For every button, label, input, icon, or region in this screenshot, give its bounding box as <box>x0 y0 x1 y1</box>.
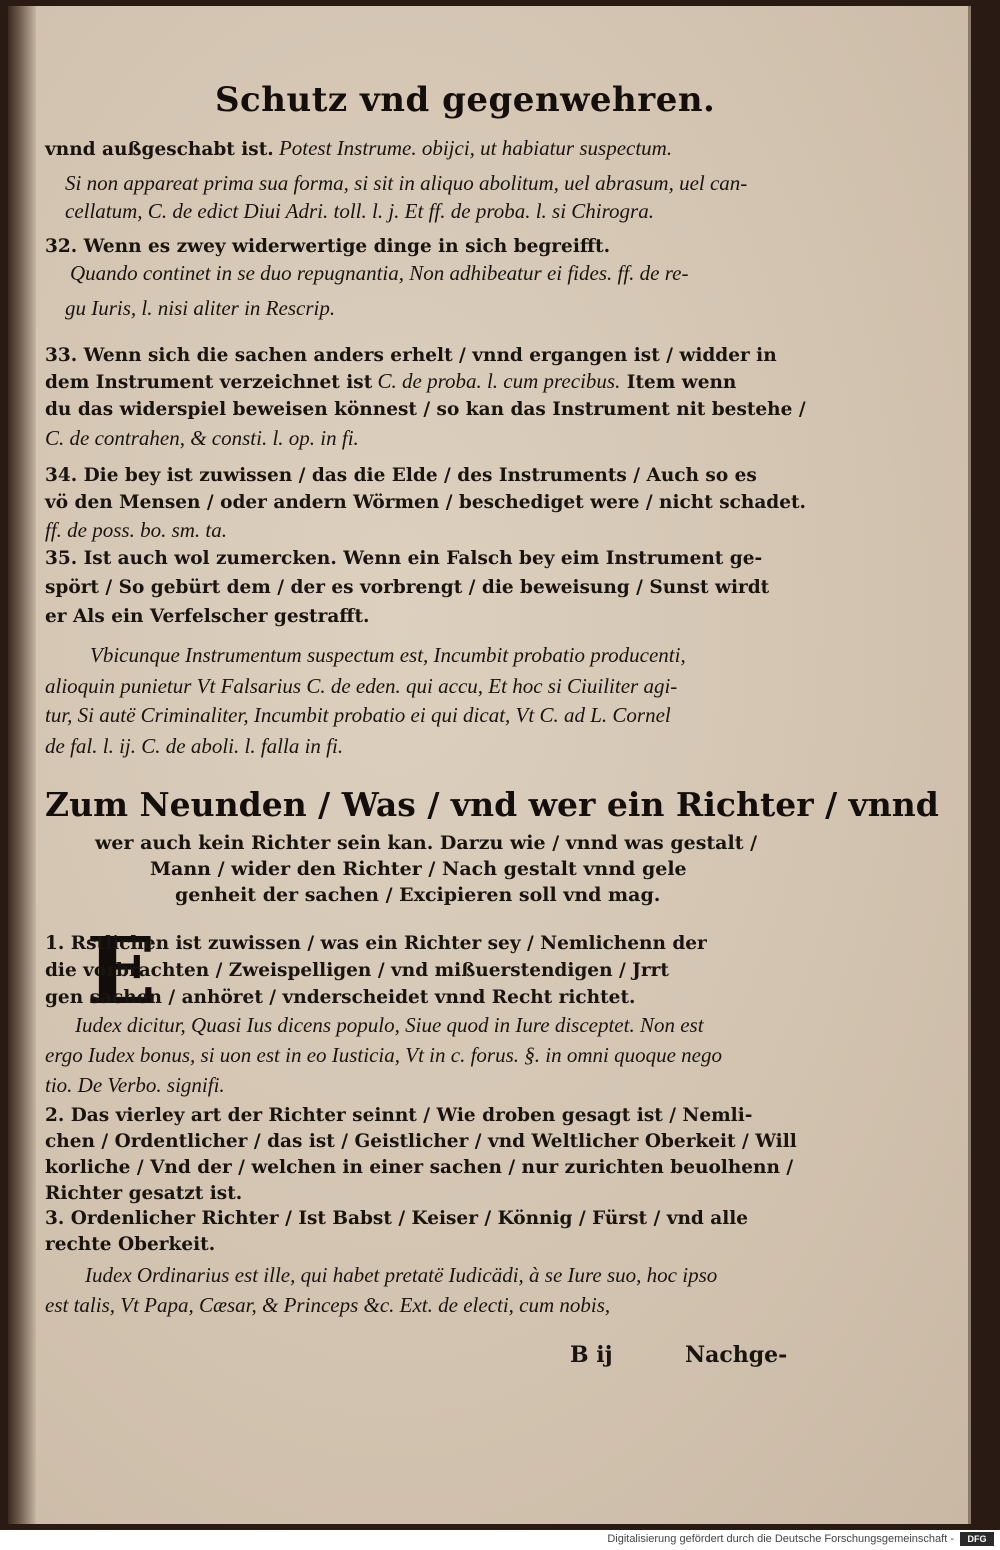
section-line <box>75 1012 704 1039</box>
body-latin-text: Quando continet in se duo repugnantia, Non adhibeatur ei fides. ff. de re- <box>70 261 689 285</box>
body-line <box>45 489 806 516</box>
body-latin-text: Vbicunque Instrumentum suspectum est, Incumbit probatio producenti, <box>90 643 686 667</box>
body-german-text: vö den Mensen / oder andern Wörmen / beschediget were / nicht schadet. <box>45 492 807 513</box>
body-latin-text: ff. de poss. bo. sm. ta. <box>45 518 228 542</box>
body-german-text: er Als ein Verfelscher gestrafft. <box>45 606 370 627</box>
body-line <box>45 545 762 572</box>
body-line <box>65 170 747 197</box>
body-german-text: 33. Wenn sich die sachen anders erhelt / vnnd ergangen ist / widder in <box>45 345 777 366</box>
body-latin-text: tur, Si autë Criminaliter, Incumbit probatio ei qui dicat, Vt C. ad L. Cornel <box>45 703 671 727</box>
body-line <box>45 673 677 700</box>
body-german-text: Item wenn <box>620 372 737 393</box>
section-line <box>45 1205 748 1232</box>
section-latin-text: ergo Iudex bonus, si uon est in eo Iusticia, Vt in c. forus. §. in omni quoque nego <box>45 1043 722 1067</box>
body-line <box>65 198 654 225</box>
body-line <box>45 342 777 369</box>
body-line <box>70 260 688 287</box>
body-line <box>65 295 335 322</box>
section-line <box>45 957 669 984</box>
footer-credit: Digitalisierung gefördert durch die Deutsche Forschungsgemeinschaft - <box>607 1533 954 1545</box>
section-german-text: Richter gesatzt ist. <box>45 1183 243 1204</box>
body-line <box>45 368 736 396</box>
chapter-heading-line-2: wer auch kein Richter sein kan. Darzu wie / vnnd was gestalt / <box>95 832 758 854</box>
section-line <box>45 1180 242 1207</box>
section-latin-text: Iudex Ordinarius est ille, qui habet pretatë Iudicädi, à se Iure suo, hoc ipso <box>85 1263 718 1287</box>
body-latin-text: C. de contrahen, & consti. l. op. in fi. <box>45 426 359 450</box>
footer-bar <box>0 1530 1000 1550</box>
body-german-text: spört / So gebürt dem / der es vorbrengt / die beweisung / Sunst wirdt <box>45 577 770 598</box>
body-line <box>45 517 227 544</box>
section-german-text: 1. Rstlichen ist zuwissen / was ein Richter sey / Nemlichenn der <box>45 933 707 954</box>
body-line <box>90 642 686 669</box>
body-latin-text: Potest Instrume. obijci, ut habiatur suspectum. <box>273 136 673 160</box>
page-gutter <box>8 6 36 1524</box>
body-latin-text: alioquin punietur Vt Falsarius C. de eden. qui accu, Et hoc si Ciuiliter agi- <box>45 674 678 698</box>
signature-mark: B ij <box>570 1342 613 1368</box>
decorated-initial: E <box>86 917 157 1025</box>
body-line <box>45 574 769 601</box>
body-german-text: dem Instrument verzeichnet ist <box>45 372 373 393</box>
section-latin-text: tio. De Verbo. signifi. <box>45 1073 225 1097</box>
section-german-text: gen sachen / anhöret / vnderscheidet vnnd Recht richtet. <box>45 987 636 1008</box>
body-latin-text: Si non appareat prima sua forma, si sit in aliquo abolitum, uel abrasum, uel can- <box>65 171 748 195</box>
chapter-heading-line-4: genheit der sachen / Excipieren soll vnd mag. <box>175 884 661 906</box>
body-line <box>45 233 610 260</box>
section-line <box>45 930 707 957</box>
chapter-heading-line-3: Mann / wider den Richter / Nach gestalt vnnd gele <box>150 858 687 880</box>
body-line <box>45 135 672 163</box>
section-line <box>45 1154 793 1181</box>
body-line <box>45 396 806 423</box>
body-german-text: 32. Wenn es zwey widerwertige dinge in sich begreifft. <box>45 236 611 257</box>
body-line <box>45 733 343 760</box>
body-line <box>45 603 369 630</box>
body-german-text: vnnd außgeschabt ist. <box>45 139 274 160</box>
section-german-text: korliche / Vnd der / welchen in einer sachen / nur zurichten beuolhenn / <box>45 1157 794 1178</box>
body-german-text: 35. Ist auch wol zumercken. Wenn ein Falsch bey eim Instrument ge- <box>45 548 763 569</box>
section-german-text: rechte Oberkeit. <box>45 1234 216 1255</box>
section-line <box>85 1262 717 1289</box>
section-line <box>45 1042 722 1069</box>
body-line <box>45 425 359 452</box>
section-line <box>45 1072 225 1099</box>
section-line <box>45 1231 215 1258</box>
body-line <box>45 462 757 489</box>
dfg-logo: DFG <box>960 1532 994 1546</box>
body-latin-text: C. de proba. l. cum precibus. <box>372 369 621 393</box>
body-latin-text: cellatum, C. de edict Diui Adri. toll. l. j. Et ff. de proba. l. si Chirogra. <box>65 199 654 223</box>
body-german-text: 34. Die bey ist zuwissen / das die Elde / des Instruments / Auch so es <box>45 465 757 486</box>
body-line <box>45 702 671 729</box>
section-german-text: chen / Ordentlicher / das ist / Geistlicher / vnd Weltlicher Oberkeit / Will <box>45 1131 797 1152</box>
body-latin-text: de fal. l. ij. C. de aboli. l. falla in fi. <box>45 734 344 758</box>
chapter-heading-line-1: Zum Neunden / Was / vnd wer ein Richter / vnnd <box>45 785 939 824</box>
section-german-text: 2. Das vierley art der Richter seinnt / Wie droben gesagt ist / Nemli- <box>45 1105 753 1126</box>
catchword: Nachge- <box>685 1342 788 1368</box>
running-head: Schutz vnd gegenwehren. <box>215 80 716 120</box>
section-line <box>45 984 635 1011</box>
section-line <box>45 1292 610 1319</box>
body-latin-text: gu Iuris, l. nisi aliter in Rescrip. <box>65 296 336 320</box>
section-line <box>45 1102 752 1129</box>
section-german-text: die vorbrachten / Zweispelligen / vnd mißuerstendigen / Jrrt <box>45 960 669 981</box>
body-german-text: du das widerspiel beweisen könnest / so kan das Instrument nit bestehe / <box>45 399 806 420</box>
section-latin-text: est talis, Vt Papa, Cæsar, & Princeps &c. Ext. de electi, cum nobis, <box>45 1293 611 1317</box>
section-latin-text: Iudex dicitur, Quasi Ius dicens populo, Siue quod in Iure disceptet. Non est <box>75 1013 704 1037</box>
section-line <box>45 1128 797 1155</box>
section-german-text: 3. Ordenlicher Richter / Ist Babst / Keiser / Könnig / Fürst / vnd alle <box>45 1208 749 1229</box>
